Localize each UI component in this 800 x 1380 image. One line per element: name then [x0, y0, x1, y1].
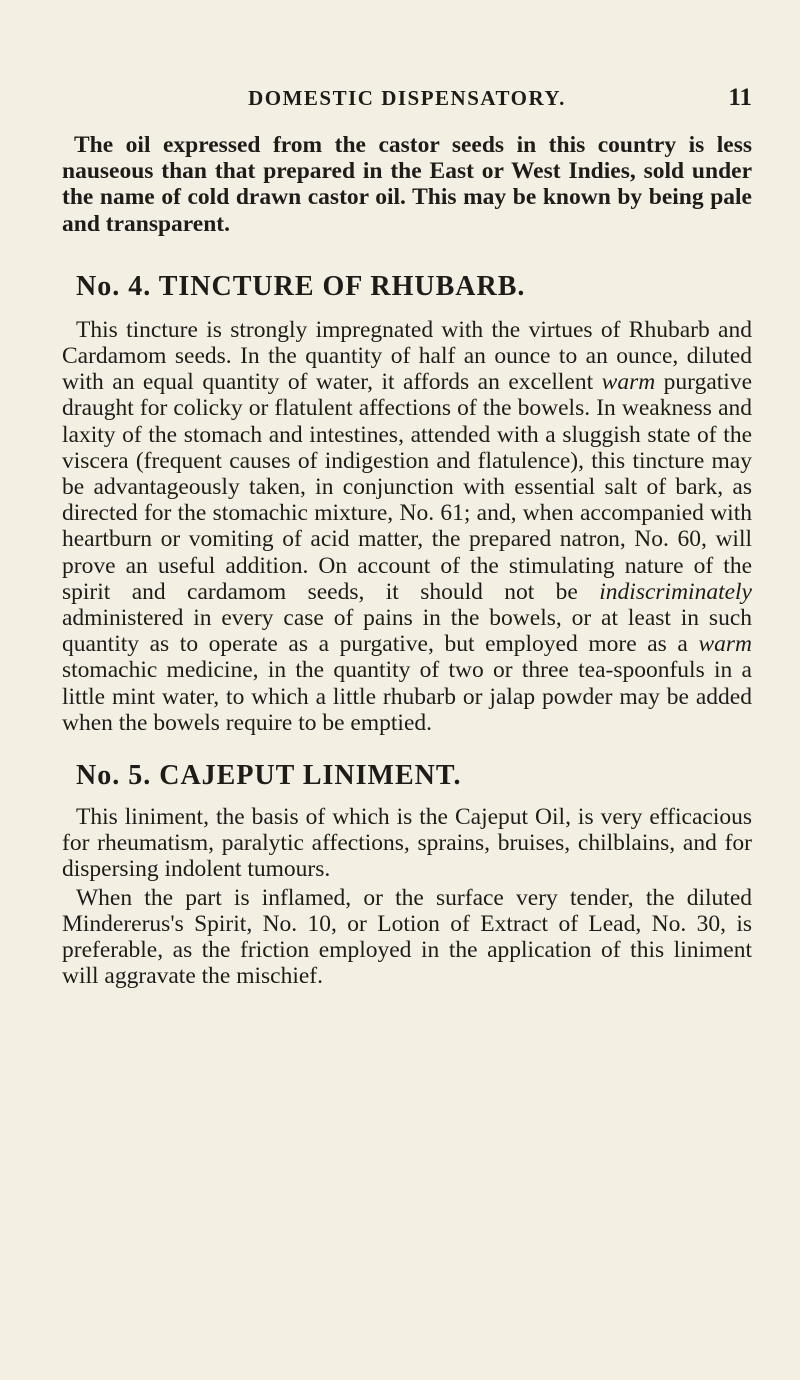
emphasis-warm-2: warm — [698, 631, 752, 658]
cajeput-paragraph-1: This liniment, the basis of which is the Cajeput Oil, is very efficacious for rheumatism, paralytic affections, sprains, bruises, chilblains, and for dispersing indolent tumours. — [62, 804, 752, 883]
section-heading-rhubarb: No. 4. TINCTURE OF RHUBARB. — [76, 270, 526, 302]
rhubarb-text-3: administered in every case of pains in the bowels, or at least in such quantity as to operate as a purgative, but employed more as a — [62, 605, 752, 658]
rhubarb-text-4: stomachic medicine, in the quantity of two or three tea-spoonfuls in a little mint water, to which a little rhubarb or jalap powder may be added when the bowels require to be emptied. — [62, 657, 752, 736]
running-head — [62, 86, 752, 116]
body-text — [62, 132, 752, 989]
rhubarb-paragraph — [62, 317, 752, 736]
rhubarb-text-1: This tincture is strongly impregnated with the virtues of Rhubarb and Cardamom seeds. In the quantity of half an ounce to an ounce, diluted with an equal quantity of water, it affords an excellent — [62, 316, 752, 396]
castor-oil-paragraph: The oil expressed from the castor seeds in this country is less nauseous than that prepared in the East or West Indies, sold under the name of cold drawn castor oil. This may be known by being pale and transparent. — [62, 132, 752, 237]
page-number: 11 — [728, 84, 752, 111]
emphasis-warm: warm — [601, 369, 656, 396]
rhubarb-text-2: purgative draught for colicky or flatulent affections of the bowels. In weakness and laxity of the stomach and intestines, attended with a sluggish state of the viscera (frequent causes of indigestion and flatulence), this tincture may be advantageously taken, in conjunction with essential salt of bark, as directed for the stomachic mixture, No. 61; and, when accompanied with heartburn or vomiting of acid matter, the prepared natron, No. 60, will prove an useful addition. On account of the stimulating nature of the spirit and cardamom seeds, it should not be — [62, 369, 752, 605]
emphasis-indiscriminately: indiscriminately — [599, 578, 752, 605]
section-heading-cajeput: No. 5. CAJEPUT LINIMENT. — [76, 760, 462, 792]
cajeput-paragraph-2: When the part is inflamed, or the surface very tender, the diluted Mindererus's Spirit, No. 10, or Lotion of Extract of Lead, No. 30, is preferable, as the friction employed in the application of this liniment will aggravate the mischief. — [62, 884, 752, 990]
running-title: DOMESTIC DISPENSATORY. — [248, 86, 566, 110]
